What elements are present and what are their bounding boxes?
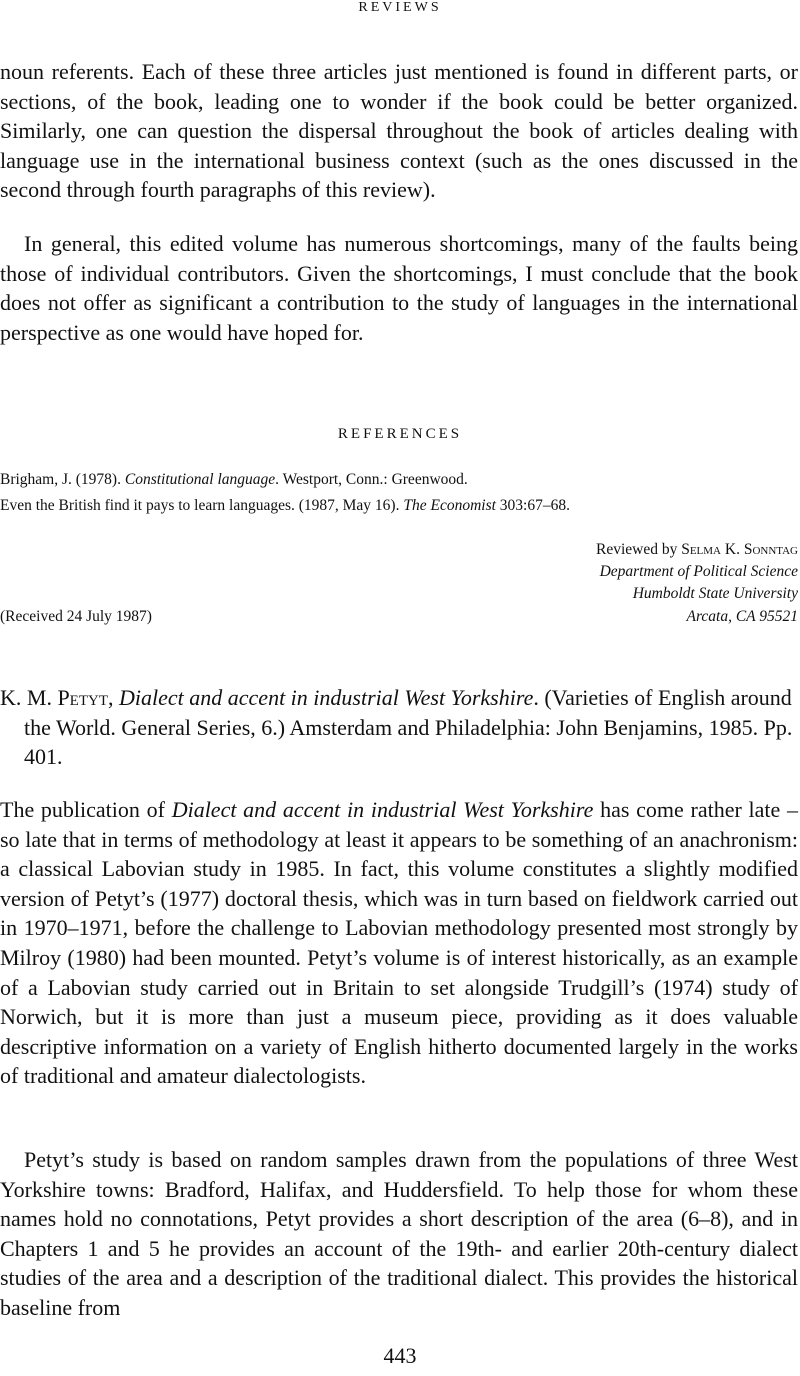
review-paragraph-1 — [0, 795, 798, 1091]
running-head: REVIEWS — [358, 0, 442, 15]
reviewer-university: Humboldt State University — [632, 585, 798, 602]
book-citation: K. M. Petyt, Dialect and accent in industrial West Yorkshire. (Varieties of English around the World. General Series, 6.) Amsterdam and Philadelphia: John Benjamins, 1985. Pp. 401. — [0, 685, 793, 770]
reference-item-2-after: 303:67–68. — [495, 497, 570, 514]
reference-item-2-before: Even the British find it pays to learn languages. (1987, May 16). — [0, 497, 404, 514]
reviewer-name: Selma K. Sonntag — [681, 541, 798, 558]
reference-item-1-after: . Westport, Conn.: Greenwood. — [275, 471, 468, 488]
page-number: 443 — [383, 1343, 417, 1368]
book-title: Dialect and accent in industrial West Yorkshire — [119, 685, 534, 710]
reviewer-line — [596, 540, 798, 560]
review-paragraph-1-title: Dialect and accent in industrial West Yorkshire — [171, 797, 594, 822]
received-date: (Received 24 July 1987) — [0, 608, 152, 625]
continued-paragraph-2: In general, this edited volume has numerous shortcomings, many of the faults being those of individual contributors. Given the shortcomings, I must conclude that the book does not offer as significant a contribution to the study of languages in the international perspective as one would have hoped for. — [0, 231, 798, 345]
reference-item-1 — [0, 470, 800, 490]
book-details: . (Varieties of English around the World. General Series, 6.) Amsterdam and Philadelphia: John Benjamins, 1985. Pp. 401. — [24, 685, 793, 770]
reference-item-1-title: Constitutional language — [124, 471, 276, 488]
reviewer-department: Department of Political Science — [599, 563, 798, 580]
reference-item-2 — [0, 496, 800, 516]
book-author: K. M. Petyt — [0, 685, 109, 710]
review-paragraph-1-rest: has come rather late – so late that in terms of methodology at least it appears to be something of an anachronism: a classical Labovian study in 1985. In fact, this volume constitutes a slightly modified version of Petyt’s (1977) doctoral thesis, which was in turn based on fieldwork carried out in 1970–1971, before the challenge to Labovian methodology presented most strongly by Milroy (1980) had been mounted. Petyt’s volume is of interest historically, as an example of a Labovian study carried out in Britain to set alongside Trudgill’s (1974) study of Norwich, but it is more than just a museum piece, providing as it does valuable descriptive information on a variety of English hitherto documented largely in the works of traditional and amateur dialectologists. — [0, 797, 798, 1089]
review-paragraph-1-lead: The publication of — [0, 797, 172, 822]
review-paragraph-2: Petyt’s study is based on random samples drawn from the populations of three West Yorkshire towns: Bradford, Halifax, and Huddersfield. To help those for whom these names hold no connotations, Petyt provides a short description of the area (6–8), and in Chapters 1 and 5 he provides an account of the 19th- and earlier 20th-century dialect studies of the area and a description of the traditional dialect. This provides the historical baseline from — [0, 1147, 798, 1320]
continued-paragraph-1: noun referents. Each of these three articles just mentioned is found in different parts, or sections, of the book, leading one to wonder if the book could be better organized. Similarly, one can question the dispersal throughout the book of articles dealing with language use in the international business context (such as the ones discussed in the second through fourth paragraphs of this review). — [0, 59, 798, 203]
reviewer-prefix: Reviewed by — [595, 541, 682, 558]
reference-item-1-before: Brigham, J. (1978). — [0, 471, 125, 488]
reference-item-2-title: The Economist — [403, 497, 496, 514]
references-heading: REFERENCES — [337, 426, 463, 442]
reviewer-location: Arcata, CA 95521 — [686, 608, 798, 625]
